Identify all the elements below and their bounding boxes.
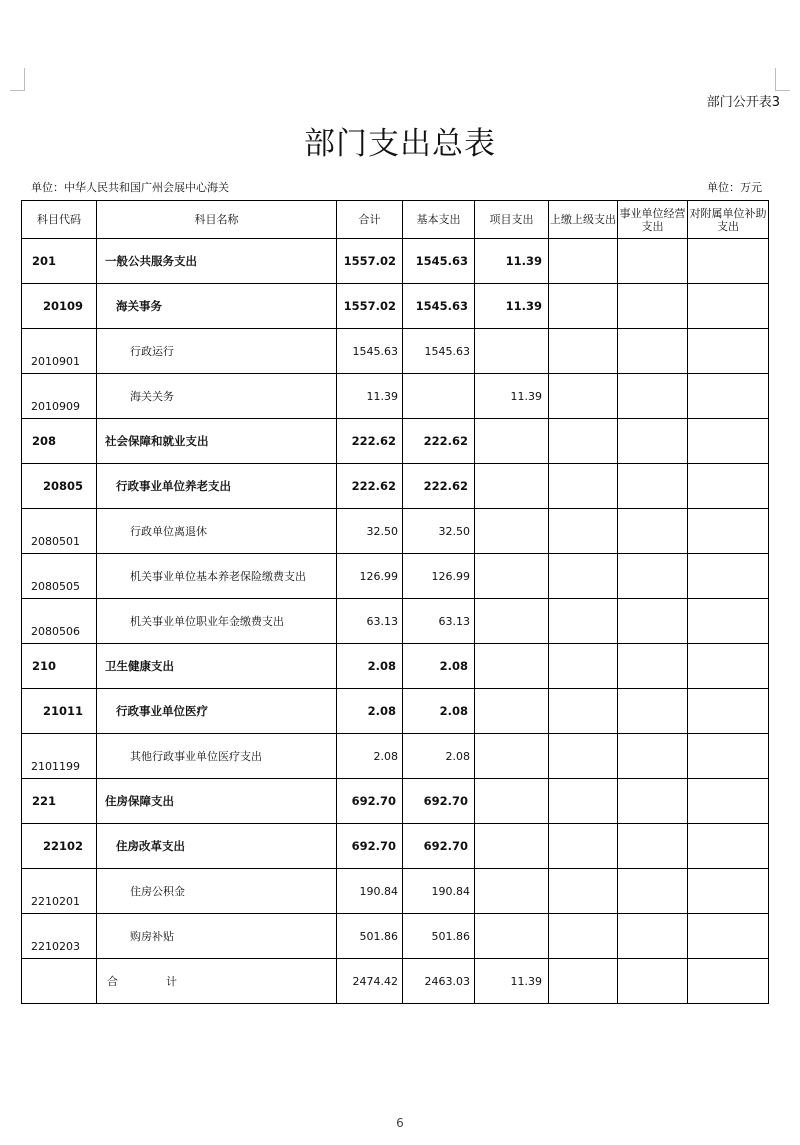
reporting-unit: 单位：中华人民共和国广州会展中心海关 xyxy=(31,181,229,194)
business-ops-cell xyxy=(618,824,688,869)
name-cell: 卫生健康支出 xyxy=(97,644,337,689)
subsidy-cell xyxy=(688,914,769,959)
subsidy-cell xyxy=(688,509,769,554)
total-cell: 2.08 xyxy=(337,689,403,734)
code-cell: 21011 xyxy=(22,689,97,734)
table-body xyxy=(22,239,769,1004)
table-header-row xyxy=(22,201,769,239)
crop-mark-top-right xyxy=(775,68,790,91)
total-cell: 2.08 xyxy=(337,734,403,779)
remit-upper-cell xyxy=(549,734,618,779)
total-cell: 692.70 xyxy=(337,824,403,869)
table-row xyxy=(22,914,769,959)
remit-upper-cell xyxy=(549,329,618,374)
project-cell xyxy=(475,419,549,464)
table-row xyxy=(22,374,769,419)
total-cell: 11.39 xyxy=(337,374,403,419)
project-cell xyxy=(475,464,549,509)
subsidy-cell xyxy=(688,464,769,509)
page-title: 部门支出总表 xyxy=(304,126,496,162)
table-row xyxy=(22,509,769,554)
business-ops-cell xyxy=(618,329,688,374)
total-cell: 1557.02 xyxy=(337,239,403,284)
project-cell xyxy=(475,644,549,689)
project-cell: 11.39 xyxy=(475,284,549,329)
project-cell xyxy=(475,779,549,824)
crop-mark-top-left xyxy=(10,68,25,91)
total-cell: 63.13 xyxy=(337,599,403,644)
total-cell: 222.62 xyxy=(337,419,403,464)
business-ops-cell xyxy=(618,779,688,824)
business-ops-cell xyxy=(618,689,688,734)
project-cell: 11.39 xyxy=(475,239,549,284)
basic-cell: 1545.63 xyxy=(403,239,475,284)
total-cell: 501.86 xyxy=(337,914,403,959)
code-cell: 221 xyxy=(22,779,97,824)
name-cell: 购房补贴 xyxy=(97,914,337,959)
total-total: 2474.42 xyxy=(337,959,403,1004)
header-total: 合计 xyxy=(337,201,403,239)
code-cell: 20805 xyxy=(22,464,97,509)
basic-cell: 692.70 xyxy=(403,824,475,869)
subsidy-cell xyxy=(688,419,769,464)
table-row xyxy=(22,464,769,509)
table-row xyxy=(22,824,769,869)
business-ops-cell xyxy=(618,464,688,509)
header-basic: 基本支出 xyxy=(403,201,475,239)
total-cell: 190.84 xyxy=(337,869,403,914)
business-ops-cell xyxy=(618,239,688,284)
code-cell: 2010901 xyxy=(22,329,97,374)
business-ops-cell xyxy=(618,599,688,644)
code-cell: 2080506 xyxy=(22,599,97,644)
header-code: 科目代码 xyxy=(22,201,97,239)
table-row xyxy=(22,284,769,329)
currency-unit: 单位：万元 xyxy=(707,181,762,194)
business-ops-cell xyxy=(618,734,688,779)
subsidy-cell xyxy=(688,239,769,284)
basic-cell xyxy=(403,374,475,419)
header-remit-upper: 上缴上级支出 xyxy=(549,201,618,239)
remit-upper-cell xyxy=(549,374,618,419)
project-cell: 11.39 xyxy=(475,374,549,419)
remit-upper-cell xyxy=(549,284,618,329)
code-cell: 208 xyxy=(22,419,97,464)
basic-cell: 32.50 xyxy=(403,509,475,554)
total-label xyxy=(97,959,337,1004)
project-cell xyxy=(475,599,549,644)
subsidy-cell xyxy=(688,329,769,374)
name-cell: 海关关务 xyxy=(97,374,337,419)
remit-upper-cell xyxy=(549,464,618,509)
total-code-cell xyxy=(22,959,97,1004)
remit-upper-cell xyxy=(549,599,618,644)
table-row xyxy=(22,239,769,284)
remit-upper-cell xyxy=(549,869,618,914)
code-cell: 210 xyxy=(22,644,97,689)
subsidy-cell xyxy=(688,599,769,644)
header-business-ops: 事业单位经营支出 xyxy=(618,201,688,239)
total-cell: 222.62 xyxy=(337,464,403,509)
remit-upper-cell xyxy=(549,554,618,599)
total-basic: 2463.03 xyxy=(403,959,475,1004)
subsidy-cell xyxy=(688,869,769,914)
business-ops-cell xyxy=(618,914,688,959)
business-ops-cell xyxy=(618,869,688,914)
business-ops-cell xyxy=(618,509,688,554)
project-cell xyxy=(475,824,549,869)
basic-cell: 190.84 xyxy=(403,869,475,914)
code-cell: 22102 xyxy=(22,824,97,869)
total-row xyxy=(22,959,769,1004)
project-cell xyxy=(475,869,549,914)
subsidy-cell xyxy=(688,644,769,689)
table-row xyxy=(22,419,769,464)
code-cell: 2010909 xyxy=(22,374,97,419)
project-cell xyxy=(475,689,549,734)
basic-cell: 222.62 xyxy=(403,419,475,464)
remit-upper-cell xyxy=(549,239,618,284)
name-cell: 机关事业单位基本养老保险缴费支出 xyxy=(97,554,337,599)
project-cell xyxy=(475,554,549,599)
subsidy-cell xyxy=(688,734,769,779)
table-row xyxy=(22,554,769,599)
total-project: 11.39 xyxy=(475,959,549,1004)
project-cell xyxy=(475,329,549,374)
subsidy-cell xyxy=(688,689,769,734)
expenditure-table xyxy=(21,200,769,1004)
remit-upper-cell xyxy=(549,824,618,869)
project-cell xyxy=(475,734,549,779)
basic-cell: 501.86 xyxy=(403,914,475,959)
name-cell: 社会保障和就业支出 xyxy=(97,419,337,464)
total-label-a: 合 xyxy=(107,975,118,988)
name-cell: 海关事务 xyxy=(97,284,337,329)
basic-cell: 222.62 xyxy=(403,464,475,509)
code-cell: 2210203 xyxy=(22,914,97,959)
name-cell: 住房公积金 xyxy=(97,869,337,914)
total-cell: 2.08 xyxy=(337,644,403,689)
code-cell: 2210201 xyxy=(22,869,97,914)
total-cell: 1545.63 xyxy=(337,329,403,374)
code-cell: 2080501 xyxy=(22,509,97,554)
subsidy-cell xyxy=(688,779,769,824)
basic-cell: 692.70 xyxy=(403,779,475,824)
form-number: 部门公开表3 xyxy=(706,95,780,110)
basic-cell: 2.08 xyxy=(403,644,475,689)
remit-upper-cell xyxy=(549,779,618,824)
remit-upper-cell xyxy=(549,914,618,959)
remit-upper-cell xyxy=(549,419,618,464)
total-cell: 1557.02 xyxy=(337,284,403,329)
basic-cell: 126.99 xyxy=(403,554,475,599)
total-subsidy xyxy=(688,959,769,1004)
table-row xyxy=(22,734,769,779)
total-cell: 692.70 xyxy=(337,779,403,824)
subsidy-cell xyxy=(688,284,769,329)
business-ops-cell xyxy=(618,374,688,419)
header-subsidy: 对附属单位补助支出 xyxy=(688,201,769,239)
table-row xyxy=(22,599,769,644)
name-cell: 一般公共服务支出 xyxy=(97,239,337,284)
table-row xyxy=(22,644,769,689)
header-name: 科目名称 xyxy=(97,201,337,239)
name-cell: 行政事业单位养老支出 xyxy=(97,464,337,509)
name-cell: 行政单位离退休 xyxy=(97,509,337,554)
basic-cell: 2.08 xyxy=(403,734,475,779)
page-number: 6 xyxy=(396,1116,404,1130)
basic-cell: 1545.63 xyxy=(403,329,475,374)
name-cell: 行政事业单位医疗 xyxy=(97,689,337,734)
total-business-ops xyxy=(618,959,688,1004)
remit-upper-cell xyxy=(549,644,618,689)
table-row xyxy=(22,329,769,374)
project-cell xyxy=(475,509,549,554)
subsidy-cell xyxy=(688,824,769,869)
basic-cell: 63.13 xyxy=(403,599,475,644)
name-cell: 住房改革支出 xyxy=(97,824,337,869)
project-cell xyxy=(475,914,549,959)
business-ops-cell xyxy=(618,284,688,329)
remit-upper-cell xyxy=(549,689,618,734)
name-cell: 机关事业单位职业年金缴费支出 xyxy=(97,599,337,644)
code-cell: 20109 xyxy=(22,284,97,329)
code-cell: 201 xyxy=(22,239,97,284)
remit-upper-cell xyxy=(549,509,618,554)
business-ops-cell xyxy=(618,419,688,464)
subsidy-cell xyxy=(688,374,769,419)
table-row xyxy=(22,869,769,914)
total-label-b: 计 xyxy=(166,975,177,988)
table-row xyxy=(22,689,769,734)
table-row xyxy=(22,779,769,824)
business-ops-cell xyxy=(618,554,688,599)
total-cell: 126.99 xyxy=(337,554,403,599)
name-cell: 行政运行 xyxy=(97,329,337,374)
code-cell: 2080505 xyxy=(22,554,97,599)
header-project: 项目支出 xyxy=(475,201,549,239)
basic-cell: 2.08 xyxy=(403,689,475,734)
total-cell: 32.50 xyxy=(337,509,403,554)
business-ops-cell xyxy=(618,644,688,689)
name-cell: 住房保障支出 xyxy=(97,779,337,824)
name-cell: 其他行政事业单位医疗支出 xyxy=(97,734,337,779)
total-remit-upper xyxy=(549,959,618,1004)
subsidy-cell xyxy=(688,554,769,599)
code-cell: 2101199 xyxy=(22,734,97,779)
basic-cell: 1545.63 xyxy=(403,284,475,329)
